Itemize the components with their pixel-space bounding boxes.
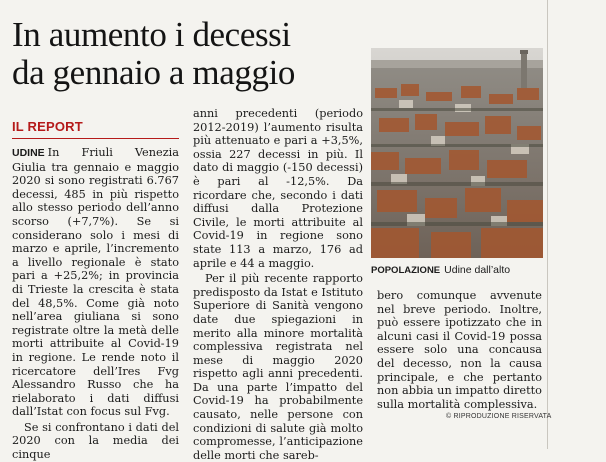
caption-text: Udine dall’alto <box>444 264 511 276</box>
copyright-notice: © RIPRODUZIONE RISERVATA <box>446 413 552 420</box>
dateline: UDINE <box>12 147 45 159</box>
article-paragraph: anni precedenti (periodo 2012-2019) l’aumento risulta più attenuato e pari a +3,5%, ossia 227 decessi in più. Il dato di maggio (-150 decessi) è pari al -12,5%. Da ricordare che, secondo i dati diffusi dalla Protezione Civile, le morti attribuite al Covid-19 in regione sono state 113 a marzo, 176 ad aprile e 44 a maggio. <box>193 107 363 270</box>
kicker-rule <box>12 138 179 139</box>
page-edge-line <box>547 0 548 449</box>
headline-line-2: da gennaio a maggio <box>12 53 295 92</box>
aerial-city-photo <box>371 48 543 258</box>
article-paragraph <box>12 146 179 419</box>
article-column-2 <box>193 107 363 462</box>
article-paragraph: Per il più recente rapporto predisposto da Istat e Istituto Superiore di Sanità vengono date due spiegazioni in merito alla minore mortalità complessiva registrata nel mese di maggio 2020 rispetto agli anni precedenti. Da una parte l’impatto del Covid-19 ha probabilmente causato, nelle persone con condizioni di salute già molto compromesse, l’anticipazione delle morti che sareb- <box>193 272 363 462</box>
article-column-3 <box>377 289 542 411</box>
article-column-1 <box>12 146 179 462</box>
photo-illustration <box>371 48 543 258</box>
article-paragraph: Se si confrontano i dati del 2020 con la media dei cinque <box>12 420 179 462</box>
article-paragraph: bero comunque avvenute nel breve periodo. Inoltre, può essere ipotizzato che in alcuni casi il Covid-19 possa essere solo una concausa del decesso, non la causa principale, e che pertanto non abbia un impatto diretto sulla mortalità complessiva. <box>377 289 542 411</box>
caption-label: POPOLAZIONE <box>371 265 441 276</box>
photo-caption <box>371 264 543 276</box>
section-kicker: IL REPORT <box>12 119 83 134</box>
headline <box>12 16 362 92</box>
headline-line-1: In aumento i decessi <box>12 15 291 54</box>
article-text: In Friuli Venezia Giulia tra gennaio e maggio 2020 si sono registrati 6.767 decessi, 485 in più rispetto allo stesso periodo dell’anno scorso (+7,7%). Se si considerano solo i mesi di marzo e aprile, l’incremento a livello regionale è stato pari a +25,2%; in provincia di Trieste la crescita è stata del 48,5%. Come già noto nell’area giuliana si sono registrate oltre la metà delle morti attribuite al Covid-19 in regione. Le rende noto il ricercatore dell’Ires Fvg Alessandro Russo che ha rielaborato i dati diffusi dall’Istat con focus sul Fvg. <box>12 146 179 419</box>
